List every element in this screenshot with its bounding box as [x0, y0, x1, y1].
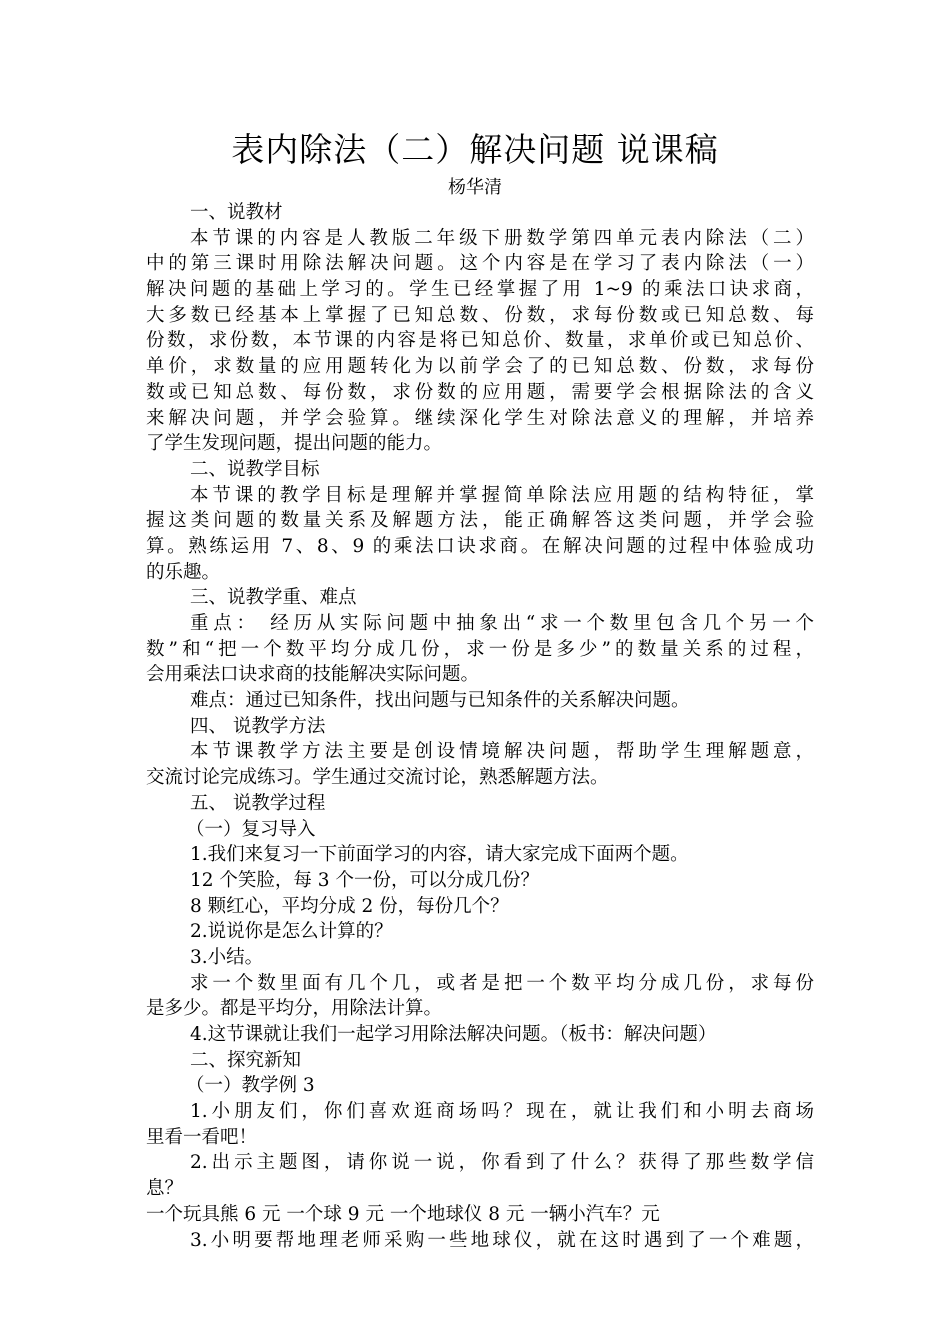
section-heading: 三、说教学重、难点: [190, 587, 357, 609]
document-body: [146, 200, 814, 1253]
paragraph-line: 息？: [146, 1178, 184, 1200]
paragraph-line: 本节课教学方法主要是创设情境解决问题，帮助学生理解题意，: [190, 741, 814, 763]
paragraph-line: 会用乘法口诀求商的技能解决实际问题。: [146, 664, 480, 686]
paragraph-line: 份数，求份数，本节课的内容是将已知总价、数量，求单价或已知总价、: [146, 330, 814, 352]
section-heading: 一、说教材: [190, 202, 283, 223]
paragraph-line: 2.说说你是怎么计算的？: [190, 921, 393, 943]
paragraph-line: 本节课的教学目标是理解并掌握简单除法应用题的结构特征，掌: [190, 484, 814, 506]
paragraph-line: 1.我们来复习一下前面学习的内容，请大家完成下面两个题。: [190, 844, 689, 866]
document-author: 杨华清: [448, 177, 502, 198]
section-heading: 二、探究新知: [190, 1049, 302, 1071]
paragraph-line: 3.小明要帮地理老师采购一些地球仪，就在这时遇到了一个难题，: [190, 1229, 814, 1251]
paragraph-line: 中的第三课时用除法解决问题。这个内容是在学习了表内除法（一）: [146, 253, 814, 275]
paragraph-line: 重点： 经历从实际问题中抽象出“求一个数里包含几个另一个: [190, 613, 814, 634]
subsection-heading: （一）教学例 3: [186, 1075, 315, 1097]
paragraph-line: 里看一看吧！: [146, 1126, 258, 1148]
paragraph-line: 本节课的内容是人教版二年级下册数学第四单元表内除法（二）: [190, 227, 814, 249]
section-heading: 五、 说教学过程: [190, 792, 326, 814]
section-heading: 二、说教学目标: [190, 458, 320, 480]
paragraph-line: 握这类问题的数量关系及解题方法，能正确解答这类问题，并学会验: [146, 510, 814, 532]
paragraph-line: 12 个笑脸，每 3 个一份，可以分成几份？: [190, 869, 539, 891]
section-heading: 四、 说教学方法: [190, 715, 326, 737]
paragraph-line: 交流讨论完成练习。学生通过交流讨论，熟悉解题方法。: [146, 767, 609, 789]
paragraph-line: 2.出示主题图，请你说一说，你看到了什么？获得了那些数学信: [190, 1152, 814, 1174]
paragraph-line: 是多少。都是平均分，用除法计算。: [146, 998, 443, 1020]
paragraph-line: 1.小朋友们，你们喜欢逛商场吗？现在，就让我们和小明去商场: [190, 1101, 814, 1123]
paragraph-line: 8 颗红心，平均分成 2 份，每份几个？: [190, 895, 509, 917]
paragraph-line: 数或已知总数、每份数，求份数的应用题，需要学会根据除法的含义: [146, 381, 814, 403]
paragraph-line: 解决问题的基础上学习的。学生已经掌握了用 1~9 的乘法口诀求商，: [146, 279, 814, 301]
paragraph-line: 的乐趣。: [146, 561, 221, 583]
subsection-heading: （一）复习导入: [186, 818, 316, 840]
paragraph-line: 算。熟练运用 7、8、9 的乘法口诀求商。在解决问题的过程中体验成功: [146, 535, 814, 557]
paragraph-line: 一个玩具熊 6 元 一个球 9 元 一个地球仪 8 元 一辆小汽车？元: [146, 1203, 660, 1225]
paragraph-line: 4.这节课就让我们一起学习用除法解决问题。（板书：解决问题）: [190, 1024, 717, 1045]
paragraph-line: 求一个数里面有几个几，或者是把一个数平均分成几份，求每份: [190, 972, 814, 994]
paragraph-line: 数”和“把一个数平均分成几份，求一份是多少”的数量关系的过程，: [146, 638, 814, 660]
paragraph-line: 难点：通过已知条件，找出问题与已知条件的关系解决问题。: [190, 690, 690, 712]
document-title: 表内除法（二）解决问题 说课稿: [231, 130, 719, 169]
paragraph-line: 了学生发现问题，提出问题的能力。: [146, 433, 443, 455]
paragraph-line: 大多数已经基本上掌握了已知总数、份数，求每份数或已知总数、每: [146, 304, 814, 326]
paragraph-line: 来解决问题，并学会验算。继续深化学生对除法意义的理解，并培养: [146, 407, 814, 429]
paragraph-line: 单价，求数量的应用题转化为以前学会了的已知总数、份数，求每份: [146, 356, 814, 378]
paragraph-line: 3.小结。: [190, 946, 264, 968]
